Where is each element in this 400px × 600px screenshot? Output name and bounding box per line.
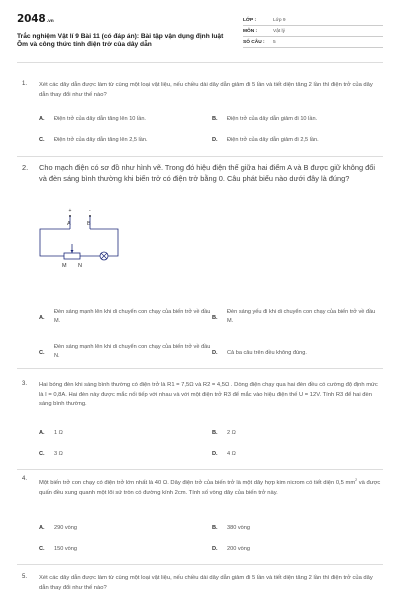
site-logo[interactable]: 2048.vn — [17, 13, 54, 25]
question-3: 3. Hai bóng đèn khi sáng bình thường có điện trở là R1 = 7,5Ω và R2 = 4,5Ω . Dòng điện chạy qua hai đèn đều có cường độ định mức là I = 0,8A. Hai đèn này được mắc nối tiếp với nhau và với một điện trở R3 để mắc vào hiệu điện thế U = 12V. Tính R3 để hai đèn sáng bình thường. A. 1 Ω B. 2 Ω C. 3 Ω D. 4 Ω — [17, 381, 383, 466]
question-number: 4. — [22, 476, 28, 482]
question-text: Cho mạch điện có sơ đồ như hình vẽ. Trong đó hiệu điện thế giữa hai điểm A và B được giữ không đổi và đèn sáng bình thường khi biến trở có điện trở bằng 0. Câu phát biểu nào dưới đây là đúng? — [39, 163, 375, 183]
question-text: Xét các dây dẫn được làm từ cùng một loại vật liệu, nếu chiều dài dây dẫn giảm đi 5 lần và tiết diện tăng 2 lần thì điện trở của dây dẫn thay đổi như thế nào? — [39, 82, 373, 98]
question-1: 1. Xét các dây dẫn được làm từ cùng một loại vật liệu, nếu chiều dài dây dẫn giảm đi 5 lần và tiết diện tăng 2 lần thì điện trở của dây dẫn thay đổi như thế nào? A. Điện trở của dây dẫn tăng lên 10 lần. B. Điện trở của dây dẫn giảm đi 10 lần. C. Điện trở của dây dẫn tăng lên 2,5 lần. D. Điện trở của dây dẫn giảm đi 2,5 lần. — [17, 81, 383, 151]
question-number: 3. — [22, 381, 28, 387]
question-text: Xét các dây dẫn được làm từ cùng một loại vật liệu, nếu chiều dài dây dẫn giảm đi 5 lần và tiết diện tăng 2 lần thì điện trở của dây dẫn thay đổi như thế nào? — [39, 575, 373, 591]
question-number: 5. — [22, 574, 28, 580]
label-n: N — [78, 263, 82, 269]
question-number: 1. — [22, 81, 28, 87]
meta-row-subject: MÔN : Vật lý — [243, 26, 383, 37]
label-m: M — [62, 263, 67, 269]
question-2: 2. Cho mạch điện có sơ đồ như hình vẽ. Trong đó hiệu điện thế giữa hai điểm A và B được giữ không đổi và đèn sáng bình thường khi biến trở có điện trở bằng 0. Câu phát biểu nào dưới đây là đúng? A. Đèn sáng mạnh lên khi di chuyển con chạy của biến trở về đầu M. B. Đèn sáng yếu đi khi di chuyển con chạy của biến trở về đầu M. C. Đèn sáng mạnh lên khi di chuyển con chạy của biến trở về đầu N. D. Cả ba câu trên đều không đúng. — [17, 163, 383, 363]
question-5 — [17, 574, 383, 600]
wire-left — [40, 229, 70, 256]
meta-row-count: SỐ CÂU : 5 — [243, 37, 383, 48]
question-divider — [17, 469, 383, 470]
plus-sign: + — [68, 208, 72, 214]
question-number: 2. — [22, 163, 29, 172]
question-divider — [17, 564, 383, 565]
question-divider — [17, 156, 383, 157]
label-b: B — [87, 221, 91, 227]
minus-sign: - — [89, 208, 91, 214]
question-4: 4. Một biến trở con chạy có điện trở lớn nhất là 40 Ω. Dây điện trở của biến trở là một dây hợp kim nicrom có tiết diện 0,5 $mm^2$ và được quấn đều xung quanh một lõi sứ tròn có đường kính 2cm. Tính số vòng dây của biến trở này. A. 290 vòng B. 380 vòng C. 150 vòng D. 200 vòng — [22, 476, 381, 552]
header-divider — [17, 62, 383, 63]
label-a: A — [67, 221, 71, 227]
page-header — [17, 13, 383, 57]
question-divider — [17, 368, 383, 369]
question-text: Một biến trở con chạy có điện trở lớn nhất là 40 Ω. Dây điện trở của biến trở là một dây hợp kim nicrom có tiết diện 0,5 $mm^2$ và được quấn đều xung quanh một lõi sứ tròn có đường kính 2cm. Tính số vòng dây của biến trở này. — [39, 478, 381, 496]
question-text: Hai bóng đèn khi sáng bình thường có điện trở là R1 = 7,5Ω và R2 = 4,5Ω . Dòng điện chạy qua hai đèn đều có cường độ định mức là I = 0,8A. Hai đèn này được mắc nối tiếp với nhau và với một điện trở R3 để mắc vào hiệu điện thế U = 12V. Tính R3 để hai đèn sáng bình thường. — [39, 382, 378, 408]
meta-info — [243, 15, 383, 48]
page-title: Trắc nghiệm Vật lí 9 Bài 11 (có đáp án): Bài tập vận dụng định luật Ôm và công thức tính điện trở của dây dẫn — [17, 33, 224, 48]
rheostat — [64, 253, 80, 259]
circuit-diagram — [30, 208, 126, 274]
meta-row-grade: LỚP : Lớp 9 — [243, 15, 383, 26]
